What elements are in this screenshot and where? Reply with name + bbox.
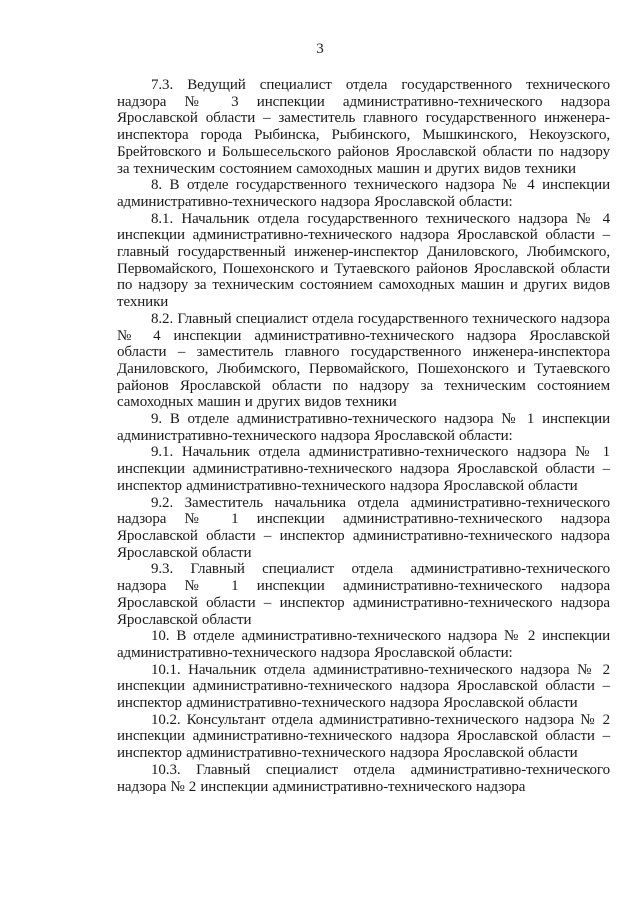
document-body [117, 77, 610, 795]
paragraph-7-3: 7.3. Ведущий специалист отдела государственного технического надзора № 3 инспекции административно-технического надзора Ярославской области – заместитель главного государственного инженера-инспектора города Рыбинска, Рыбинского, Мышкинского, Некоузского, Брейтовского и Большесельского районов Ярославской области по надзору за техническим состоянием самоходных машин и других видов техники [117, 77, 610, 177]
paragraph-8-1: 8.1. Начальник отдела государственного технического надзора № 4 инспекции административно-технического надзора Ярославской области – главный государственный инженер-инспектор Даниловского, Любимского, Первомайского, Пошехонского и Тутаевского районов Ярославской области по надзору за техническим состоянием самоходных машин и других видов техники [117, 210, 610, 311]
paragraph-10-1: 10.1. Начальник отдела административно-технического надзора № 2 инспекции административно-технического надзора Ярославской области – инспектор административно-технического надзора Ярославской области [117, 661, 610, 712]
paragraph-9: 9. В отделе административно-технического надзора № 1 инспекции административно-технического надзора Ярославской области: [117, 411, 610, 444]
paragraph-10-3: 10.3. Главный специалист отдела административно-технического надзора № 2 инспекции административно-технического надзора [117, 761, 610, 795]
paragraph-8-2: 8.2. Главный специалист отдела государственного технического надзора № 4 инспекции административно-технического надзора Ярославской области – заместитель главного государственного инженера-инспектора Даниловского, Любимского, Первомайского, Пошехонского и Тутаевского районов Ярославской области по надзору за техническим состоянием самоходных машин и других видов техники [117, 310, 610, 411]
paragraph-9-1: 9.1. Начальник отдела административно-технического надзора № 1 инспекции административно-технического надзора Ярославской области – инспектор административно-технического надзора Ярославской области [117, 444, 610, 494]
paragraph-8: 8. В отделе государственного технического надзора № 4 инспекции административно-технического надзора Ярославской области: [117, 177, 610, 210]
paragraph-10: 10. В отделе административно-технического надзора № 2 инспекции административно-технического надзора Ярославской области: [117, 628, 610, 661]
page-number: 3 [316, 41, 324, 57]
paragraph-10-2: 10.2. Консультант отдела административно-технического надзора № 2 инспекции административно-технического надзора Ярославской области – инспектор административно-технического надзора Ярославской области [117, 711, 610, 762]
paragraph-9-3: 9.3. Главный специалист отдела административно-технического надзора № 1 инспекции административно-технического надзора Ярославской области – инспектор административно-технического надзора Ярославской области [117, 561, 610, 628]
paragraph-9-2: 9.2. Заместитель начальника отдела административно-технического надзора № 1 инспекции административно-технического надзора Ярославской области – инспектор административно-технического надзора Ярославской области [117, 494, 610, 561]
